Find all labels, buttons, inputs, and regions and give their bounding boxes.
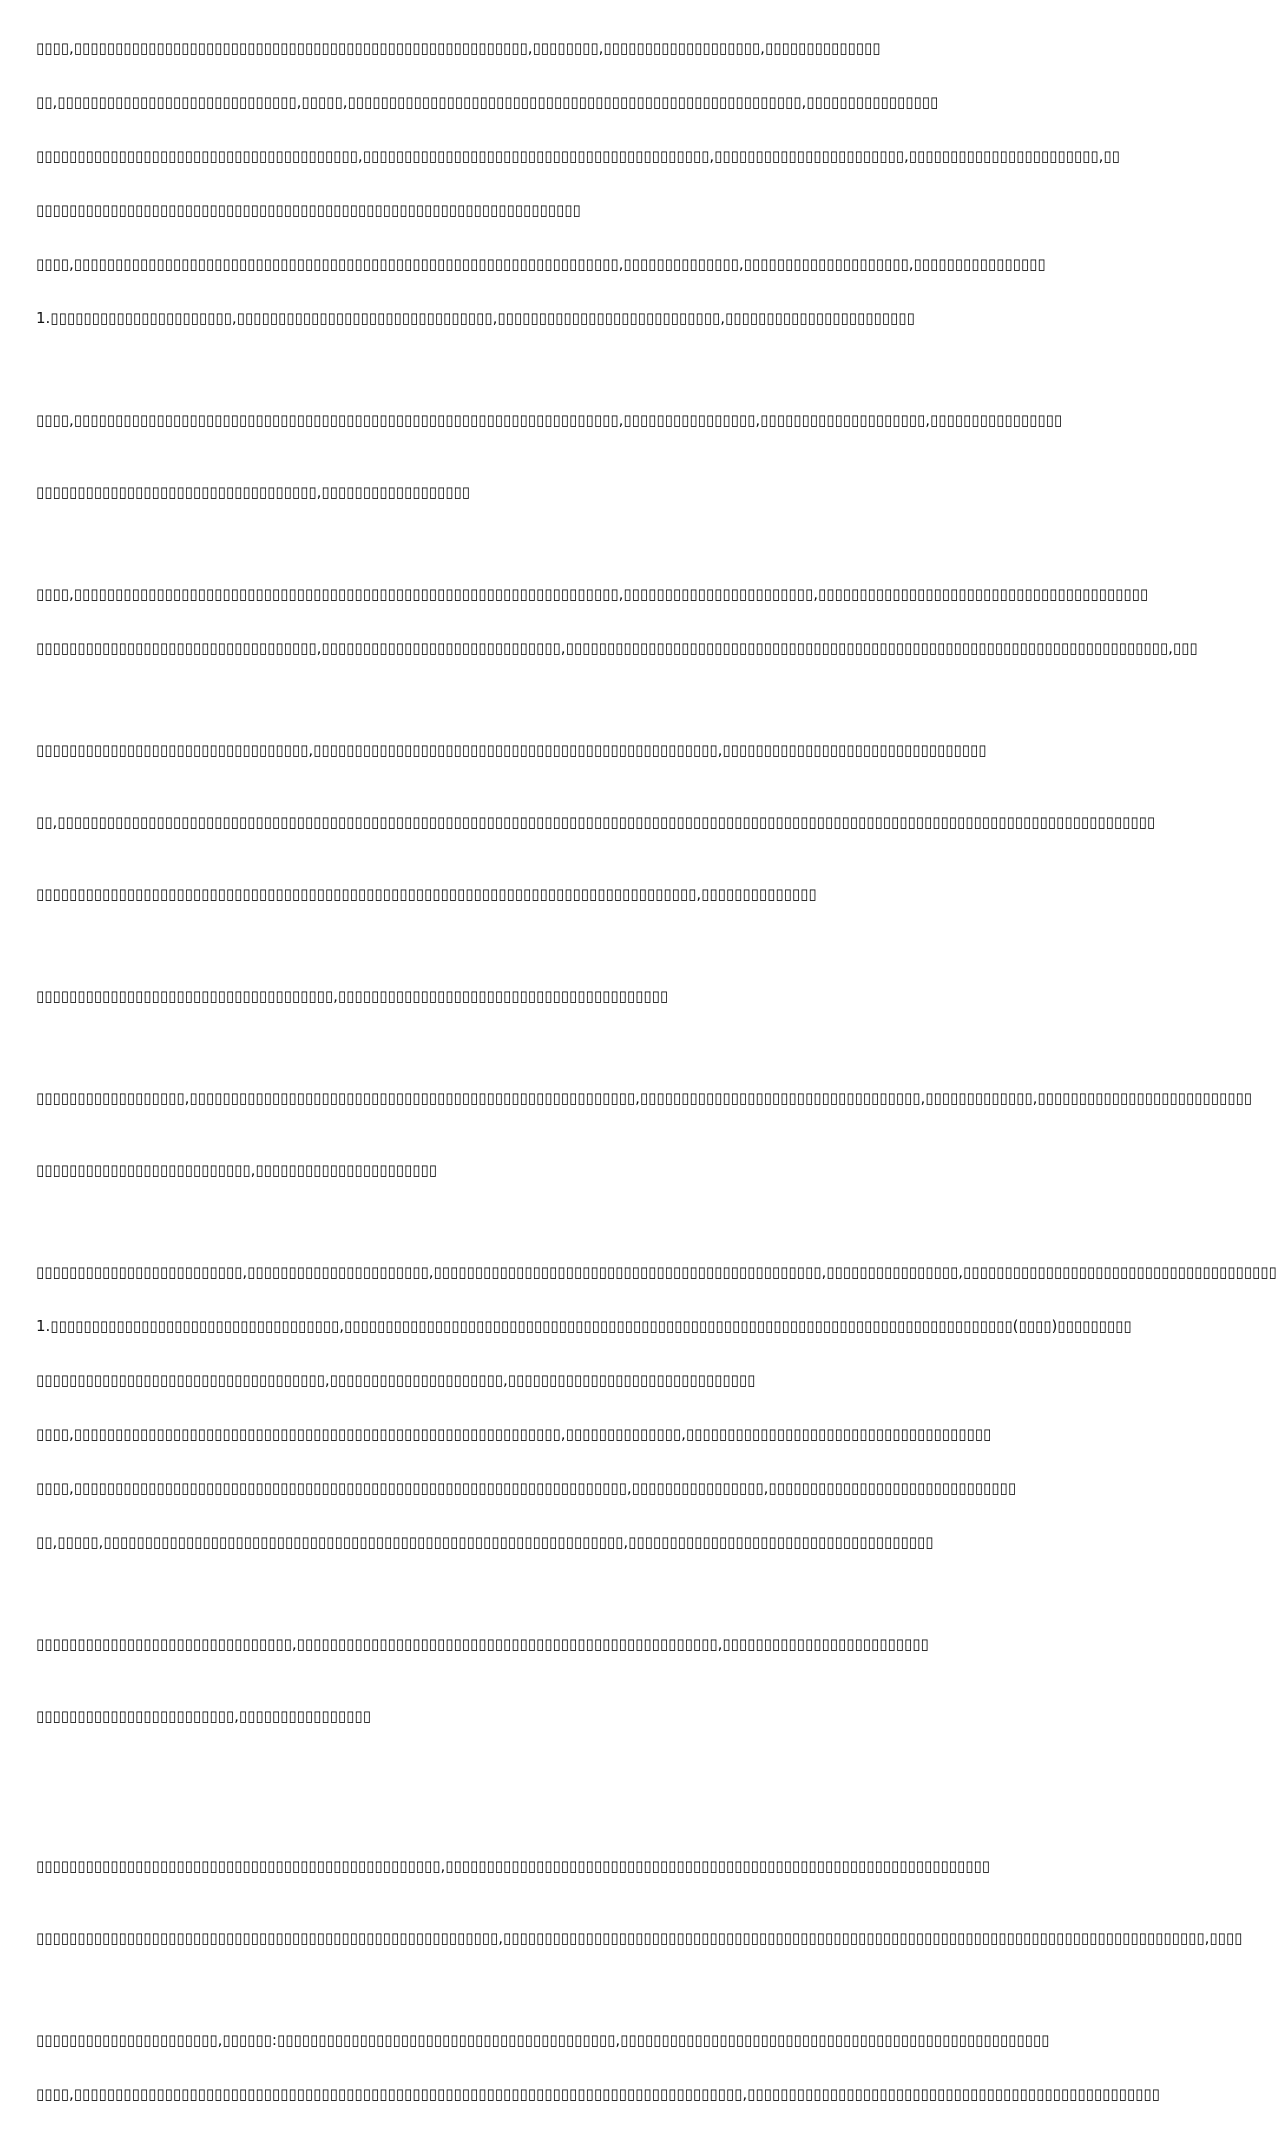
text-line: ▯▯▯▯▯▯▯▯▯▯▯▯▯▯▯▯▯▯▯▯▯▯▯▯▯▯▯▯▯▯▯▯▯▯▯▯▯▯▯,▯▯▯▯▯▯▯▯▯▯▯▯▯▯▯▯▯▯▯▯▯▯▯▯▯▯▯▯▯▯▯▯▯▯▯▯▯▯▯▯▯▯,▯▯▯▯▯▯▯▯▯▯▯▯▯▯▯▯▯▯▯▯▯▯▯,▯▯▯▯▯▯▯▯▯▯▯▯▯▯▯▯▯▯▯▯▯▯▯,▯▯ (36, 147, 1120, 165)
text-line: ▯▯▯▯▯▯▯▯▯▯▯▯▯▯▯▯▯▯▯▯▯▯▯▯▯▯▯▯▯▯▯▯▯,▯▯▯▯▯▯▯▯▯▯▯▯▯▯▯▯▯▯▯▯▯▯▯▯▯▯▯▯▯▯▯▯▯▯▯▯▯▯▯▯▯▯▯▯▯▯▯▯▯,▯▯▯▯▯▯▯▯▯▯▯▯▯▯▯▯▯▯▯▯▯▯▯▯▯▯▯▯▯▯▯▯ (36, 741, 987, 759)
text-line: ▯▯▯▯,▯▯▯▯▯▯▯▯▯▯▯▯▯▯▯▯▯▯▯▯▯▯▯▯▯▯▯▯▯▯▯▯▯▯▯▯▯▯▯▯▯▯▯▯▯▯▯▯▯▯▯▯▯▯▯▯▯▯▯▯▯▯▯▯▯▯▯▯▯▯▯▯▯▯▯▯▯▯▯▯▯,▯▯▯▯▯▯▯▯▯▯▯▯▯▯▯▯▯▯▯▯▯▯▯▯▯▯▯▯▯▯▯▯▯▯▯▯▯▯▯▯▯▯▯▯▯▯▯▯▯▯ (36, 2085, 1160, 2103)
paragraph (36, 1530, 990, 1554)
text-line: ▯▯,▯▯▯▯▯,▯▯▯▯▯▯▯▯▯▯▯▯▯▯▯▯▯▯▯▯▯▯▯▯▯▯▯▯▯▯▯▯▯▯▯▯▯▯▯▯▯▯▯▯▯▯▯▯▯▯▯▯▯▯▯▯▯▯▯▯▯▯▯,▯▯▯▯▯▯▯▯▯▯▯▯▯▯▯▯▯▯▯▯▯▯▯▯▯▯▯▯▯▯▯▯▯▯▯▯▯ (36, 1533, 934, 1551)
paragraph (36, 252, 1046, 276)
text-line: ▯▯▯▯▯▯▯▯▯▯▯▯▯▯▯▯▯▯▯▯▯▯▯▯▯▯▯▯▯▯▯▯▯▯,▯▯▯▯▯▯▯▯▯▯▯▯▯▯▯▯▯▯▯▯▯▯▯▯▯▯▯▯▯,▯▯▯▯▯▯▯▯▯▯▯▯▯▯▯▯▯▯▯▯▯▯▯▯▯▯▯▯▯▯▯▯▯▯▯▯▯▯▯▯▯▯▯▯▯▯▯▯▯▯▯▯▯▯▯▯▯▯▯▯▯▯▯▯▯▯▯▯▯▯▯▯▯,▯▯▯ (36, 639, 1198, 657)
text-line: 1.▯▯▯▯▯▯▯▯▯▯▯▯▯▯▯▯▯▯▯▯▯▯,▯▯▯▯▯▯▯▯▯▯▯▯▯▯▯▯▯▯▯▯▯▯▯▯▯▯▯▯▯▯▯,▯▯▯▯▯▯▯▯▯▯▯▯▯▯▯▯▯▯▯▯▯▯▯▯▯▯▯,▯▯▯▯▯▯▯▯▯▯▯▯▯▯▯▯▯▯▯▯▯▯▯ (36, 309, 915, 327)
text-line: ▯▯▯▯,▯▯▯▯▯▯▯▯▯▯▯▯▯▯▯▯▯▯▯▯▯▯▯▯▯▯▯▯▯▯▯▯▯▯▯▯▯▯▯▯▯▯▯▯▯▯▯▯▯▯▯▯▯▯▯▯▯▯▯▯▯▯▯▯▯▯,▯▯▯▯▯▯▯▯▯▯▯▯▯▯,▯▯▯▯▯▯▯▯▯▯▯▯▯▯▯▯▯▯▯▯,▯▯▯▯▯▯▯▯▯▯▯▯▯▯▯▯ (36, 255, 1046, 273)
text-line: ▯▯▯▯▯▯▯▯▯▯▯▯▯▯▯▯▯▯▯▯▯▯▯▯,▯▯▯▯▯▯▯▯▯▯▯▯▯▯▯▯ (36, 1707, 371, 1725)
paragraph (36, 36, 990, 60)
paragraph (36, 144, 1120, 168)
text-line: ▯▯▯▯▯▯▯▯▯▯▯▯▯▯▯▯▯▯▯▯▯▯▯▯▯▯▯▯▯▯▯▯▯▯▯,▯▯▯▯▯▯▯▯▯▯▯▯▯▯▯▯▯▯▯▯▯,▯▯▯▯▯▯▯▯▯▯▯▯▯▯▯▯▯▯▯▯▯▯▯▯▯▯▯▯▯▯ (36, 1371, 756, 1389)
text-line: ▯▯,▯▯▯▯▯▯▯▯▯▯▯▯▯▯▯▯▯▯▯▯▯▯▯▯▯▯▯▯▯▯▯▯▯▯▯▯▯▯▯▯▯▯▯▯▯▯▯▯▯▯▯▯▯▯▯▯▯▯▯▯▯▯▯▯▯▯▯▯▯▯▯▯▯▯▯▯▯▯▯▯▯▯▯▯▯▯▯▯▯▯▯▯▯▯▯▯▯▯▯▯▯▯▯▯▯▯▯▯▯▯▯▯▯▯▯▯▯▯▯▯▯▯▯▯▯▯▯▯▯▯▯▯▯ (36, 813, 1156, 831)
paragraph (36, 1038, 1252, 1230)
text-line: ▯▯▯▯▯▯▯▯▯▯▯▯▯▯▯▯▯▯▯▯▯▯▯▯▯▯,▯▯▯▯▯▯▯▯▯▯▯▯▯▯▯▯▯▯▯▯▯▯ (36, 1161, 437, 1179)
text-line: ▯▯▯▯▯▯▯▯▯▯▯▯▯▯▯▯▯▯▯▯▯▯▯▯▯▯▯▯▯▯▯▯▯▯▯▯▯▯▯▯▯▯▯▯▯▯▯▯▯▯▯▯▯▯▯▯▯▯▯▯▯▯▯▯▯▯▯▯▯▯▯▯▯▯▯▯▯▯▯▯,▯▯▯▯▯▯▯▯▯▯▯▯▯▯ (36, 885, 817, 903)
text-line: 1.▯▯▯▯▯▯▯▯▯▯▯▯▯▯▯▯▯▯▯▯▯▯▯▯▯▯▯▯▯▯▯▯▯▯▯,▯▯▯▯▯▯▯▯▯▯▯▯▯▯▯▯▯▯▯▯▯▯▯▯▯▯▯▯▯▯▯▯▯▯▯▯▯▯▯▯▯▯▯▯▯▯▯▯▯▯▯▯▯▯▯▯▯▯▯▯▯▯▯▯▯▯▯▯▯▯▯▯▯▯▯▯▯▯▯▯▯(▯▯▯▯)▯▯▯▯▯▯▯▯▯ (36, 1317, 1132, 1335)
paragraph (36, 1314, 1132, 1338)
text-line: ▯▯▯▯▯▯▯▯▯▯▯▯▯▯▯▯▯▯▯▯▯▯▯▯▯▯▯▯▯▯▯,▯▯▯▯▯▯▯▯▯▯▯▯▯▯▯▯▯▯▯▯▯▯▯▯▯▯▯▯▯▯▯▯▯▯▯▯▯▯▯▯▯▯▯▯▯▯▯▯▯▯▯,▯▯▯▯▯▯▯▯▯▯▯▯▯▯▯▯▯▯▯▯▯▯▯▯▯ (36, 1635, 929, 1653)
paragraph (36, 582, 1149, 606)
paragraph (36, 984, 990, 1008)
text-line: ▯▯,▯▯▯▯▯▯▯▯▯▯▯▯▯▯▯▯▯▯▯▯▯▯▯▯▯▯▯▯▯,▯▯▯▯▯,▯▯▯▯▯▯▯▯▯▯▯▯▯▯▯▯▯▯▯▯▯▯▯▯▯▯▯▯▯▯▯▯▯▯▯▯▯▯▯▯▯▯▯▯▯▯▯▯▯▯▯▯▯▯▯,▯▯▯▯▯▯▯▯▯▯▯▯▯▯▯▯ (36, 93, 939, 111)
text-line: ▯▯▯▯▯▯▯▯▯▯▯▯▯▯▯▯▯▯▯▯▯▯▯▯▯,▯▯▯▯▯▯▯▯▯▯▯▯▯▯▯▯▯▯▯▯▯▯,▯▯▯▯▯▯▯▯▯▯▯▯▯▯▯▯▯▯▯▯▯▯▯▯▯▯▯▯▯▯▯▯▯▯▯▯▯▯▯▯▯▯▯▯▯▯▯,▯▯▯▯▯▯▯▯▯▯▯▯▯▯▯▯,▯▯▯▯▯▯▯▯▯▯▯▯▯▯▯▯▯▯▯▯▯▯▯▯▯▯▯▯▯▯▯▯▯▯▯▯▯▯ (36, 1263, 1277, 1281)
text-line: ▯▯▯▯▯▯▯▯▯▯▯▯▯▯▯▯▯▯▯▯▯▯▯▯▯▯▯▯▯▯▯▯▯▯,▯▯▯▯▯▯▯▯▯▯▯▯▯▯▯▯▯▯ (36, 483, 470, 501)
paragraph (36, 636, 1198, 660)
paragraph (36, 1422, 990, 1446)
text-line: ▯▯▯▯,▯▯▯▯▯▯▯▯▯▯▯▯▯▯▯▯▯▯▯▯▯▯▯▯▯▯▯▯▯▯▯▯▯▯▯▯▯▯▯▯▯▯▯▯▯▯▯▯▯▯▯▯▯▯▯,▯▯▯▯▯▯▯▯,▯▯▯▯▯▯▯▯▯▯▯▯▯▯▯▯▯▯▯,▯▯▯▯▯▯▯▯▯▯▯▯▯▯ (36, 39, 881, 57)
text-line: ▯▯▯▯▯▯▯▯▯▯▯▯▯▯▯▯▯▯▯▯▯▯▯▯▯▯▯▯▯▯▯▯▯▯▯▯,▯▯▯▯▯▯▯▯▯▯▯▯▯▯▯▯▯▯▯▯▯▯▯▯▯▯▯▯▯▯▯▯▯▯▯▯▯▯▯▯ (36, 987, 669, 1005)
text-line: ▯▯▯▯▯▯▯▯▯▯▯▯▯▯▯▯▯▯▯▯▯▯▯▯▯▯▯▯▯▯▯▯▯▯▯▯▯▯▯▯▯▯▯▯▯▯▯▯▯,▯▯▯▯▯▯▯▯▯▯▯▯▯▯▯▯▯▯▯▯▯▯▯▯▯▯▯▯▯▯▯▯▯▯▯▯▯▯▯▯▯▯▯▯▯▯▯▯▯▯▯▯▯▯▯▯▯▯▯▯▯▯▯▯▯▯ (36, 1857, 991, 1875)
text-line: ▯▯▯▯,▯▯▯▯▯▯▯▯▯▯▯▯▯▯▯▯▯▯▯▯▯▯▯▯▯▯▯▯▯▯▯▯▯▯▯▯▯▯▯▯▯▯▯▯▯▯▯▯▯▯▯▯▯▯▯▯▯▯▯▯▯▯▯▯▯▯▯,▯▯▯▯▯▯▯▯▯▯▯▯▯▯▯▯,▯▯▯▯▯▯▯▯▯▯▯▯▯▯▯▯▯▯▯▯▯▯▯▯▯▯▯▯▯▯ (36, 1479, 1017, 1497)
paragraph (36, 1584, 990, 1776)
paragraph (36, 360, 1063, 552)
paragraph (36, 198, 990, 222)
paragraph (36, 1368, 990, 1392)
text-line: ▯▯▯▯▯▯▯▯▯▯▯▯▯▯▯▯▯▯▯▯▯▯,▯▯▯▯▯▯:▯▯▯▯▯▯▯▯▯▯▯▯▯▯▯▯▯▯▯▯▯▯▯▯▯▯▯▯▯▯▯▯▯▯▯▯▯▯▯▯▯,▯▯▯▯▯▯▯▯▯▯▯▯▯▯▯▯▯▯▯▯▯▯▯▯▯▯▯▯▯▯▯▯▯▯▯▯▯▯▯▯▯▯▯▯▯▯▯▯▯▯▯▯ (36, 2031, 1050, 2049)
paragraph (36, 1260, 1277, 1284)
text-line: ▯▯▯▯,▯▯▯▯▯▯▯▯▯▯▯▯▯▯▯▯▯▯▯▯▯▯▯▯▯▯▯▯▯▯▯▯▯▯▯▯▯▯▯▯▯▯▯▯▯▯▯▯▯▯▯▯▯▯▯▯▯▯▯▯▯▯▯▯▯▯,▯▯▯▯▯▯▯▯▯▯▯▯▯▯▯▯,▯▯▯▯▯▯▯▯▯▯▯▯▯▯▯▯▯▯▯▯,▯▯▯▯▯▯▯▯▯▯▯▯▯▯▯▯ (36, 411, 1063, 429)
text-line: ▯▯▯▯,▯▯▯▯▯▯▯▯▯▯▯▯▯▯▯▯▯▯▯▯▯▯▯▯▯▯▯▯▯▯▯▯▯▯▯▯▯▯▯▯▯▯▯▯▯▯▯▯▯▯▯▯▯▯▯▯▯▯▯▯▯▯▯▯▯▯,▯▯▯▯▯▯▯▯▯▯▯▯▯▯▯▯▯▯▯▯▯▯▯,▯▯▯▯▯▯▯▯▯▯▯▯▯▯▯▯▯▯▯▯▯▯▯▯▯▯▯▯▯▯▯▯▯▯▯▯▯▯▯▯ (36, 585, 1149, 603)
paragraph (36, 306, 990, 330)
text-line: ▯▯▯▯▯▯▯▯▯▯▯▯▯▯▯▯▯▯,▯▯▯▯▯▯▯▯▯▯▯▯▯▯▯▯▯▯▯▯▯▯▯▯▯▯▯▯▯▯▯▯▯▯▯▯▯▯▯▯▯▯▯▯▯▯▯▯▯▯▯▯▯▯,▯▯▯▯▯▯▯▯▯▯▯▯▯▯▯▯▯▯▯▯▯▯▯▯▯▯▯▯▯▯▯▯▯▯,▯▯▯▯▯▯▯▯▯▯▯▯▯,▯▯▯▯▯▯▯▯▯▯▯▯▯▯▯▯▯▯▯▯▯▯▯▯▯▯ (36, 1089, 1252, 1107)
paragraph (36, 2082, 1160, 2106)
text-line: ▯▯▯▯▯▯▯▯▯▯▯▯▯▯▯▯▯▯▯▯▯▯▯▯▯▯▯▯▯▯▯▯▯▯▯▯▯▯▯▯▯▯▯▯▯▯▯▯▯▯▯▯▯▯▯▯,▯▯▯▯▯▯▯▯▯▯▯▯▯▯▯▯▯▯▯▯▯▯▯▯▯▯▯▯▯▯▯▯▯▯▯▯▯▯▯▯▯▯▯▯▯▯▯▯▯▯▯▯▯▯▯▯▯▯▯▯▯▯▯▯▯▯▯▯▯▯▯▯▯▯▯▯▯▯▯▯▯▯▯▯▯,▯▯▯▯ (36, 1929, 1243, 1947)
paragraph (36, 1806, 1243, 1998)
text-line: ▯▯▯▯▯▯▯▯▯▯▯▯▯▯▯▯▯▯▯▯▯▯▯▯▯▯▯▯▯▯▯▯▯▯▯▯▯▯▯▯▯▯▯▯▯▯▯▯▯▯▯▯▯▯▯▯▯▯▯▯▯▯▯▯▯▯ (36, 201, 581, 219)
paragraph (36, 90, 990, 114)
paragraph (36, 2028, 1050, 2052)
text-line: ▯▯▯▯,▯▯▯▯▯▯▯▯▯▯▯▯▯▯▯▯▯▯▯▯▯▯▯▯▯▯▯▯▯▯▯▯▯▯▯▯▯▯▯▯▯▯▯▯▯▯▯▯▯▯▯▯▯▯▯▯▯▯▯,▯▯▯▯▯▯▯▯▯▯▯▯▯▯,▯▯▯▯▯▯▯▯▯▯▯▯▯▯▯▯▯▯▯▯▯▯▯▯▯▯▯▯▯▯▯▯▯▯▯▯▯ (36, 1425, 992, 1443)
paragraph (36, 1476, 1017, 1500)
document-page (36, 36, 1277, 2136)
paragraph (36, 690, 1156, 954)
